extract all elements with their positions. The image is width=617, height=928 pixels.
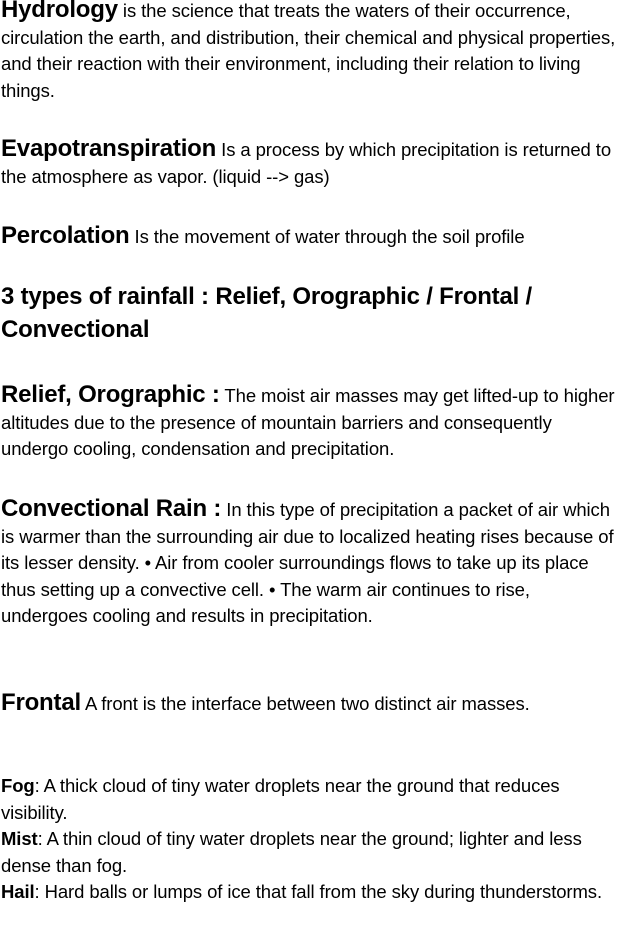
convectional-rain-term: Convectional Rain : <box>1 495 222 522</box>
frontal-paragraph <box>1 690 530 718</box>
hydrology-term: Hydrology <box>1 0 118 23</box>
frontal-term: Frontal <box>1 689 81 716</box>
hail-definition: : Hard balls or lumps of ice that fall from the sky during thunderstorms. <box>34 881 602 902</box>
percolation-term: Percolation <box>1 222 130 249</box>
fog-definition-paragraph <box>1 773 617 826</box>
percolation-definition: Is the movement of water through the soil profile <box>129 226 525 247</box>
relief-orographic-definition: The moist air masses may get lifted-up to higher altitudes due to the presence of mountain barriers and consequently undergo cooling, condensation and precipitation. <box>1 385 615 460</box>
fog-definition: : A thick cloud of tiny water droplets near the ground that reduces visibility. <box>1 775 560 823</box>
hail-definition-paragraph <box>1 879 602 906</box>
convectional-rain-paragraph <box>1 496 617 630</box>
mist-definition: : A thin cloud of tiny water droplets near the ground; lighter and less dense than fog. <box>1 828 582 876</box>
relief-orographic-term: Relief, Orographic : <box>1 381 220 408</box>
frontal-definition: A front is the interface between two distinct air masses. <box>80 693 530 714</box>
hydrology-paragraph <box>1 0 617 104</box>
rainfall-types-heading: 3 types of rainfall : Relief, Orographic / Frontal / Convectional <box>1 283 533 343</box>
relief-orographic-paragraph <box>1 382 617 463</box>
hydrology-definition: is the science that treats the waters of their occurrence, circulation the earth, and distribution, their chemical and physical properties, and their reaction with their environment, including their relation to living things. <box>1 0 616 101</box>
mist-term: Mist <box>1 828 38 849</box>
convectional-rain-definition: In this type of precipitation a packet of air which is warmer than the surrounding air due to localized heating rises because of its lesser density. • Air from cooler surroundings flows to take up its place thus setting up a convective cell. • The warm air continues to rise, undergoes cooling and results in precipitation. <box>1 499 614 627</box>
percolation-paragraph <box>1 223 525 251</box>
hail-term: Hail <box>1 881 35 902</box>
fog-term: Fog <box>1 775 35 796</box>
evapotranspiration-definition: Is a process by which precipitation is returned to the atmosphere as vapor. (liquid --> gas) <box>1 139 612 187</box>
evapotranspiration-term: Evapotranspiration <box>1 135 217 162</box>
evapotranspiration-paragraph <box>1 136 617 190</box>
mist-definition-paragraph <box>1 826 617 879</box>
